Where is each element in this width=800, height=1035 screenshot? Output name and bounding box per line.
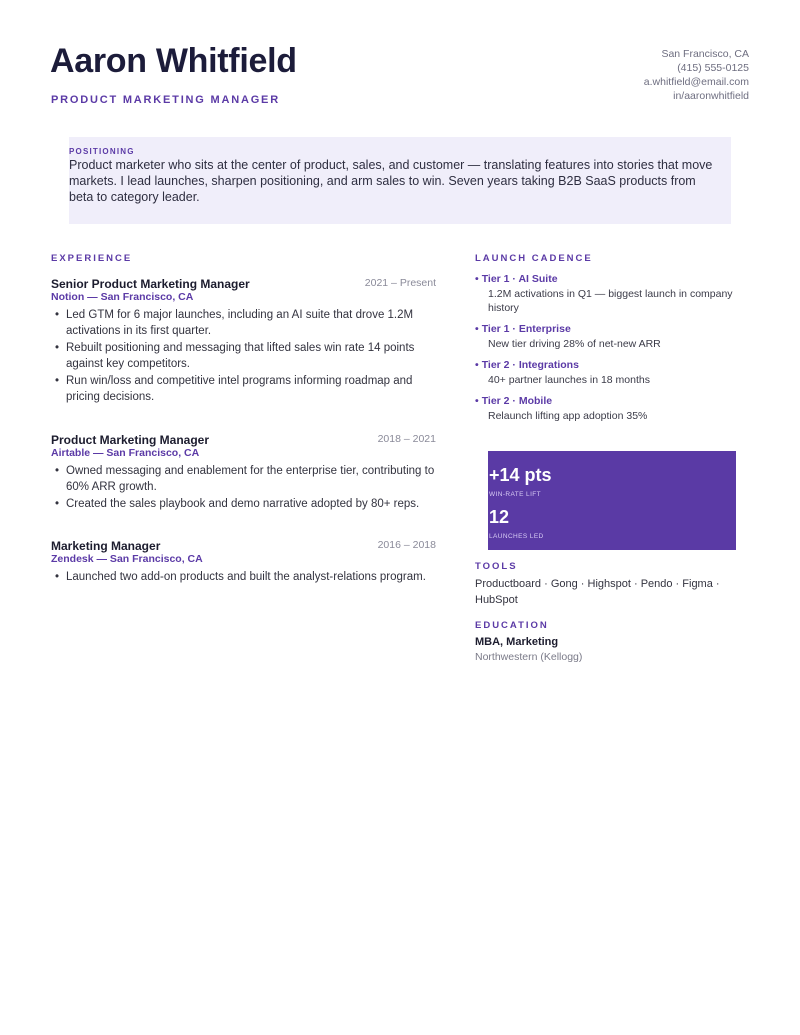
bullet-dot-icon: •	[475, 323, 479, 335]
job-header	[51, 537, 436, 553]
experience-heading: EXPERIENCE	[51, 253, 133, 264]
bullet-dot-icon: •	[475, 273, 479, 285]
job-title-headline: PRODUCT MARKETING MANAGER	[51, 94, 280, 106]
cadence-item	[475, 323, 745, 351]
job-dates: 2018 – 2021	[377, 433, 436, 445]
contact-block	[644, 47, 749, 103]
cadence-item	[475, 395, 745, 423]
contact-location: San Francisco, CA	[661, 48, 749, 60]
cadence-label: Tier 2 · Integrations	[481, 359, 579, 371]
job-bullets	[51, 308, 436, 405]
job-title: Marketing Manager	[51, 539, 161, 553]
contact-email: a.whitfield@email.com	[643, 76, 749, 88]
job-entry	[51, 275, 436, 407]
job-title: Product Marketing Manager	[51, 433, 210, 447]
cadence-desc: New tier driving 28% of net-new ARR	[488, 338, 661, 350]
job-bullet: • Run win/loss and competitive intel programs informing roadmap and pricing decisions.	[51, 374, 436, 405]
job-entry	[51, 431, 436, 515]
job-header	[51, 275, 436, 291]
job-bullets	[51, 464, 436, 513]
stat-label: LAUNCHES LED	[489, 533, 544, 540]
cadence-desc: 40+ partner launches in 18 months	[488, 374, 650, 386]
positioning-section	[69, 137, 731, 224]
tools-heading: TOOLS	[475, 561, 518, 572]
job-entry	[51, 537, 436, 588]
tools-list: Productboard · Gong · Highspot · Pendo · Figma · HubSpot	[475, 578, 720, 606]
job-bullet: • Owned messaging and enablement for the enterprise tier, contributing to 60% ARR growth.	[51, 464, 436, 495]
education-heading: EDUCATION	[475, 620, 549, 631]
positioning-label: POSITIONING	[69, 147, 135, 156]
job-header	[51, 431, 436, 447]
cadence-item	[475, 359, 745, 387]
job-company: Notion — San Francisco, CA	[51, 291, 194, 303]
candidate-name: Aaron Whitfield	[50, 42, 297, 80]
job-bullet: • Created the sales playbook and demo narrative adopted by 80+ reps.	[51, 497, 436, 513]
cadence-label: Tier 1 · Enterprise	[481, 323, 571, 335]
job-dates: 2016 – 2018	[377, 539, 436, 551]
education-school: Northwestern (Kellogg)	[475, 651, 583, 663]
cadence-label: Tier 2 · Mobile	[481, 395, 553, 407]
cadence-desc: Relaunch lifting app adoption 35%	[488, 410, 648, 422]
bullet-dot-icon: •	[475, 359, 479, 371]
launch-cadence-list	[475, 273, 745, 431]
bullet-dot-icon: •	[475, 395, 479, 407]
cadence-label: Tier 1 · AI Suite	[481, 273, 558, 285]
job-company: Zendesk — San Francisco, CA	[51, 553, 203, 565]
education-degree: MBA, Marketing	[475, 636, 559, 648]
job-company: Airtable — San Francisco, CA	[51, 447, 200, 459]
stat-value: 12	[489, 507, 510, 527]
job-bullet: • Led GTM for 6 major launches, including an AI suite that drove 1.2M activations in its first quarter.	[51, 308, 436, 339]
job-bullet: • Launched two add-on products and built the analyst-relations program.	[51, 570, 436, 586]
job-title: Senior Product Marketing Manager	[51, 277, 250, 291]
contact-phone: (415) 555-0125	[677, 62, 749, 74]
stats-box	[488, 451, 736, 550]
contact-linkedin: in/aaronwhitfield	[673, 90, 749, 102]
cadence-desc: 1.2M activations in Q1 — biggest launch in company history	[488, 288, 733, 314]
positioning-text: Product marketer who sits at the center of product, sales, and customer — translating features into stories that move markets. I lead launches, sharpen positioning, and arm sales to win. Seven years taking B2B SaaS products from beta to category leader.	[69, 158, 713, 204]
job-bullet: • Rebuilt positioning and messaging that lifted sales win rate 14 points against key competitors.	[51, 341, 436, 372]
launch-cadence-heading: LAUNCH CADENCE	[475, 253, 593, 264]
job-bullets	[51, 570, 436, 586]
cadence-item	[475, 273, 745, 315]
stat-label: WIN-RATE LIFT	[489, 491, 542, 498]
stat-value: +14 pts	[489, 465, 552, 485]
job-dates: 2021 – Present	[364, 277, 436, 289]
